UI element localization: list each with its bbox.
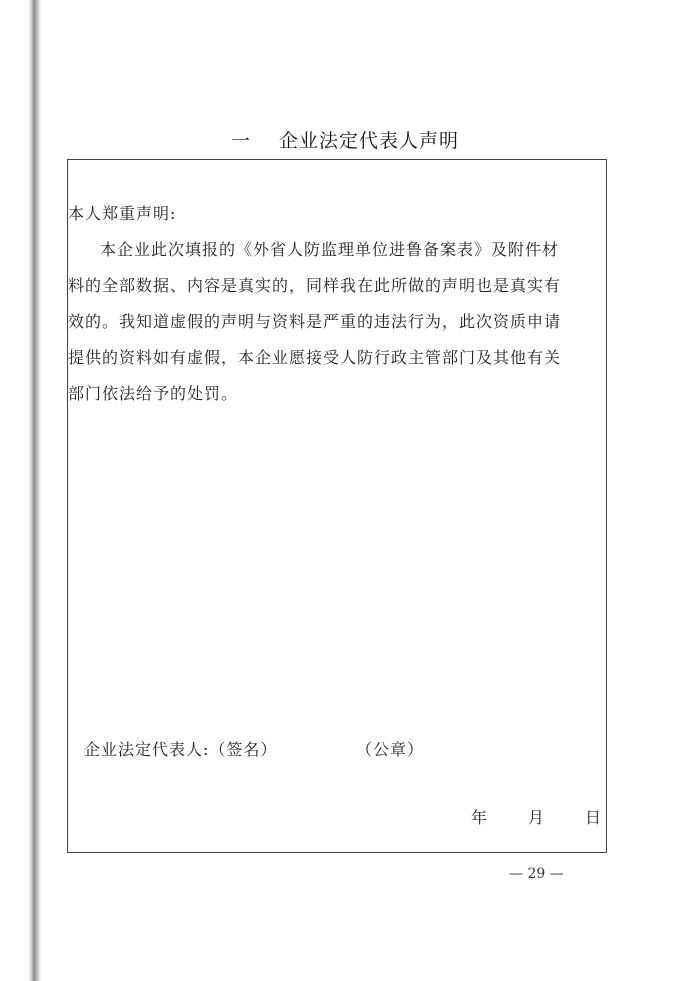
date-month: 月 — [527, 808, 544, 827]
title-dash: 一 — [230, 130, 251, 152]
date-year: 年 — [471, 808, 488, 827]
statement-line: 提供的资料如有虚假，本企业愿接受人防行政主管部门及其他有关 — [68, 348, 562, 367]
page-number: — 29 — — [509, 866, 564, 882]
title-text: 企业法定代表人声明 — [279, 130, 460, 152]
statement-body — [68, 232, 608, 412]
statement-heading: 本人郑重声明: — [68, 204, 177, 223]
signature-label: 企业法定代表人:（签名） — [84, 740, 278, 759]
statement-line: 部门依法给予的处罚。 — [68, 384, 239, 403]
statement-line: 本企业此次填报的《外省人防监理单位进鲁备案表》及附件材 — [100, 240, 560, 259]
statement-box — [67, 159, 607, 853]
date-line — [471, 805, 601, 828]
statement-line: 料的全部数据、内容是真实的，同样我在此所做的声明也是真实有 — [68, 276, 562, 295]
date-day: 日 — [584, 808, 601, 827]
seal-label: （公章） — [356, 740, 425, 759]
page-title — [0, 126, 690, 153]
statement-line: 效的。我知道虚假的声明与资料是严重的违法行为，此次资质申请 — [68, 312, 562, 331]
